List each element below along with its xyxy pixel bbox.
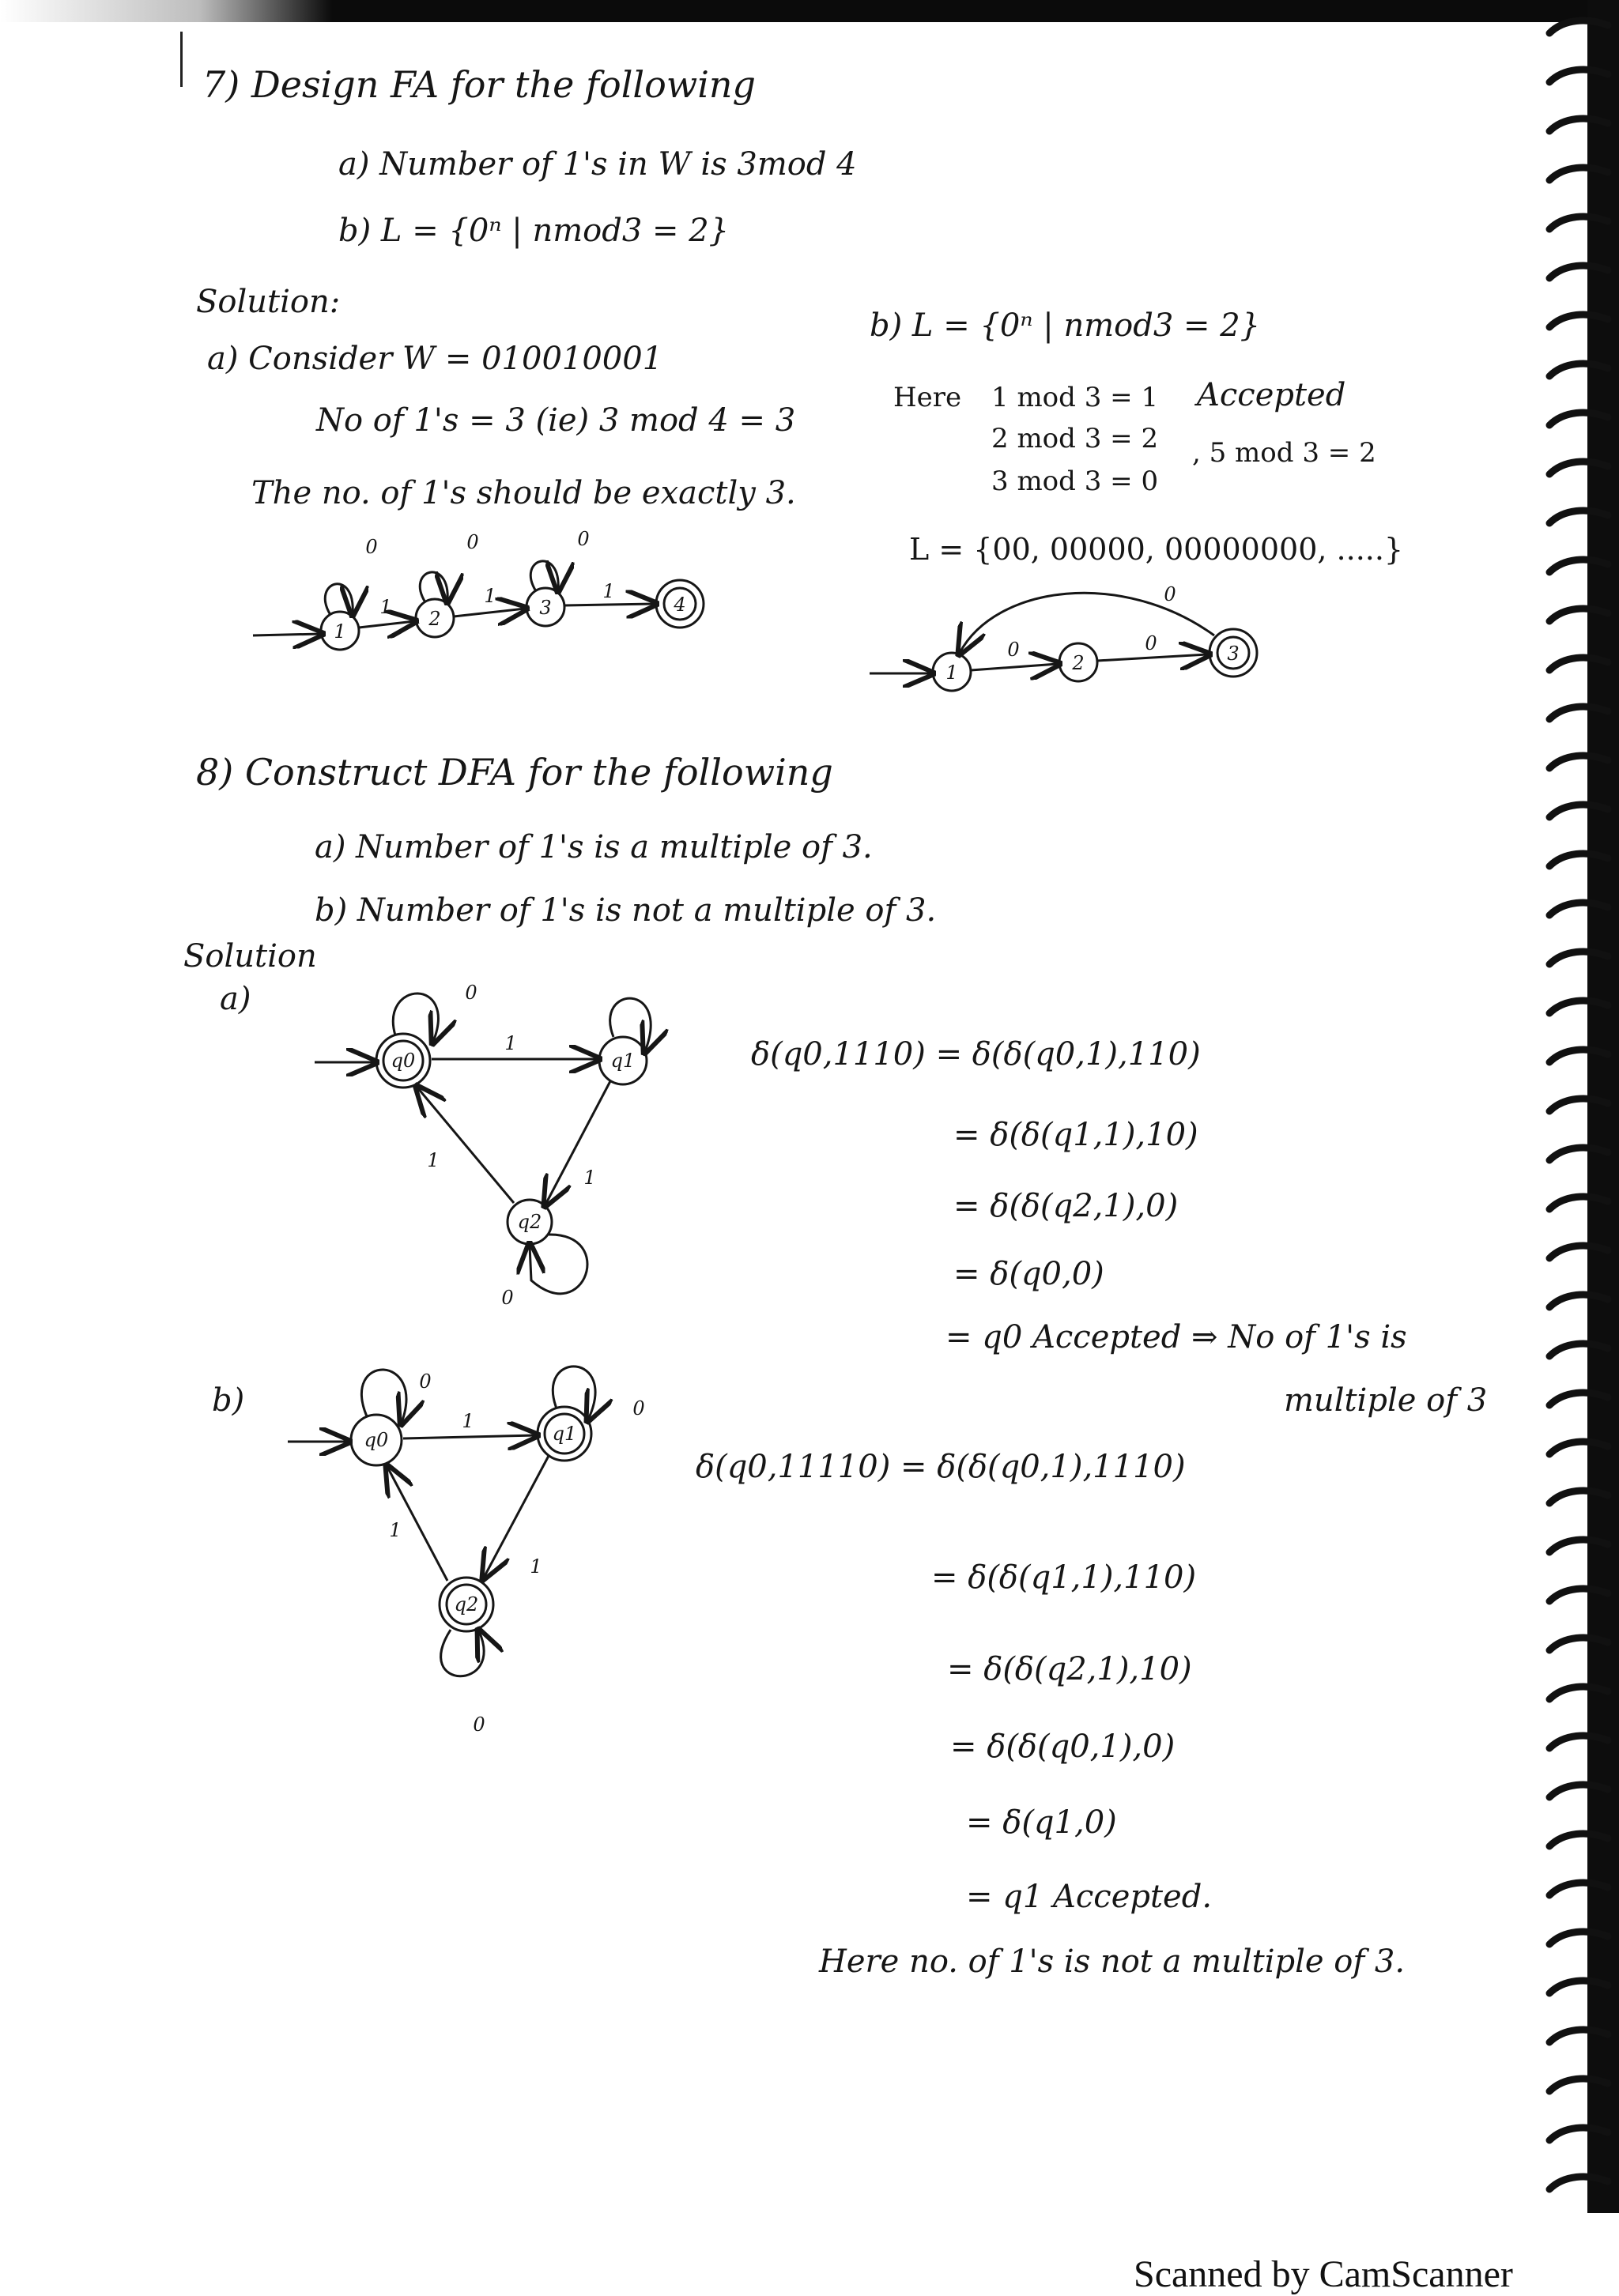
q7-b-heading: b) L = {0ⁿ | nmod3 = 2} (870, 307, 1261, 344)
state-label: 3 (1227, 643, 1240, 665)
edge-label: 1 (504, 1032, 517, 1054)
q7-b-language: L = {00, 00000, 00000000, .....} (909, 532, 1404, 567)
q7-part-a: a) Number of 1's in W is 3mod 4 (338, 146, 857, 183)
q7-a-line2: No of 1's = 3 (ie) 3 mod 4 = 3 (316, 402, 796, 439)
q7-b-accepted: Accepted (1197, 377, 1346, 413)
edge-label: 0 (473, 1714, 485, 1736)
loop-q1 (553, 1367, 595, 1419)
q7-b-mod3: 3 mod 3 = 0 (991, 466, 1159, 497)
derivation-b-line: δ(q0,11110) = δ(δ(q0,1),1110) (696, 1449, 1186, 1485)
edge-label: 0 (1145, 632, 1157, 654)
derivation-a-line: = q0 Accepted ⇒ No of 1's is (945, 1319, 1407, 1355)
edge-label: 0 (632, 1397, 645, 1419)
q7-a-line1: a) Consider W = 010010001 (207, 341, 663, 377)
fa-q7a (253, 561, 704, 650)
state-label: 1 (945, 662, 958, 684)
edge-label: 1 (602, 580, 615, 602)
dfa-q8a (315, 993, 651, 1294)
loop-3 (530, 561, 558, 591)
loop-q2 (441, 1630, 485, 1676)
state-label: q2 (517, 1211, 542, 1233)
edge-3-1 (960, 593, 1214, 653)
derivation-a-line: multiple of 3 (1284, 1382, 1488, 1419)
edge-q1-q2 (545, 1081, 610, 1205)
scanner-watermark: Scanned by CamScanner (1134, 2253, 1513, 2295)
state-label: 4 (674, 594, 686, 616)
q7-b-mod2: 2 mod 3 = 2 (991, 423, 1159, 454)
state-label: q0 (391, 1050, 416, 1072)
q7-b-mod1: 1 mod 3 = 1 (991, 382, 1159, 413)
q8-title: 8) Construct DFA for the following (196, 751, 833, 794)
fa-q7b (870, 593, 1257, 691)
q7-title: 7) Design FA for the following (202, 63, 756, 106)
edge-q2-q0 (417, 1088, 514, 1203)
edge-2-3 (454, 609, 525, 616)
derivation-b-line: = q1 Accepted. (966, 1879, 1213, 1915)
state-label: 3 (539, 597, 552, 619)
state-label: 2 (428, 608, 441, 630)
derivation-a-line: δ(q0,1110) = δ(δ(q0,1),110) (751, 1036, 1201, 1073)
derivation-b-line: = δ(δ(q1,1),110) (931, 1559, 1197, 1596)
edge-label: 1 (530, 1555, 542, 1578)
state-label: q2 (454, 1593, 479, 1615)
state-label: q1 (610, 1050, 636, 1072)
state-label: q1 (552, 1423, 577, 1445)
edge-label: 1 (379, 596, 392, 618)
edge-3-4 (564, 604, 655, 605)
derivation-a-line: = δ(q0,0) (953, 1256, 1104, 1292)
dfa-q8b (288, 1367, 595, 1676)
state-label: q0 (364, 1429, 389, 1451)
edge-label: 0 (577, 528, 590, 550)
derivation-b-line: = δ(q1,0) (966, 1804, 1117, 1841)
edge-label: 1 (389, 1519, 402, 1541)
state-label: 2 (1072, 652, 1085, 674)
loop-1 (325, 584, 353, 615)
q8-part-a: a) Number of 1's is a multiple of 3. (315, 829, 873, 865)
edge-label: 0 (419, 1370, 432, 1393)
loop-2 (420, 572, 447, 602)
edge-label: 0 (465, 982, 477, 1004)
loop-q1 (610, 998, 651, 1051)
edge-label: 1 (484, 585, 496, 607)
derivation-b-line: = δ(δ(q0,1),0) (950, 1729, 1176, 1765)
q7-b-mod5: , 5 mod 3 = 2 (1192, 437, 1376, 469)
derivation-a-line: = δ(δ(q1,1),10) (953, 1117, 1198, 1153)
conclusion: Here no. of 1's is not a multiple of 3. (819, 1943, 1406, 1980)
edge-label: 0 (466, 531, 479, 553)
edge-label: 1 (427, 1149, 440, 1171)
q8-a-label: a) (220, 981, 251, 1017)
edge-label: 1 (462, 1410, 474, 1432)
edge-2-3 (1097, 654, 1208, 661)
start-arrow (253, 634, 321, 635)
edge-1-2 (359, 621, 414, 628)
edge-1-2 (971, 664, 1058, 670)
derivation-a-line: = δ(δ(q2,1),0) (953, 1188, 1179, 1224)
q7-a-line3: The no. of 1's should be exactly 3. (251, 475, 796, 511)
q8-part-b: b) Number of 1's is not a multiple of 3. (315, 892, 937, 929)
edge-label: 0 (1007, 639, 1020, 661)
state-label: 1 (334, 620, 346, 643)
q7-solution-label: Solution: (196, 284, 341, 320)
q7-part-b: b) L = {0ⁿ | nmod3 = 2} (338, 213, 730, 249)
edge-label: 0 (1164, 583, 1176, 605)
q8-solution-label: Solution (183, 938, 317, 975)
edge-q0-q1 (403, 1435, 536, 1438)
q8-b-label: b) (212, 1382, 245, 1419)
edge-label: 0 (365, 536, 378, 558)
q7-b-here: Here (893, 382, 962, 413)
derivation-b-line: = δ(δ(q2,1),10) (947, 1651, 1192, 1687)
edge-label: 1 (583, 1167, 596, 1189)
edge-label: 0 (501, 1287, 514, 1309)
